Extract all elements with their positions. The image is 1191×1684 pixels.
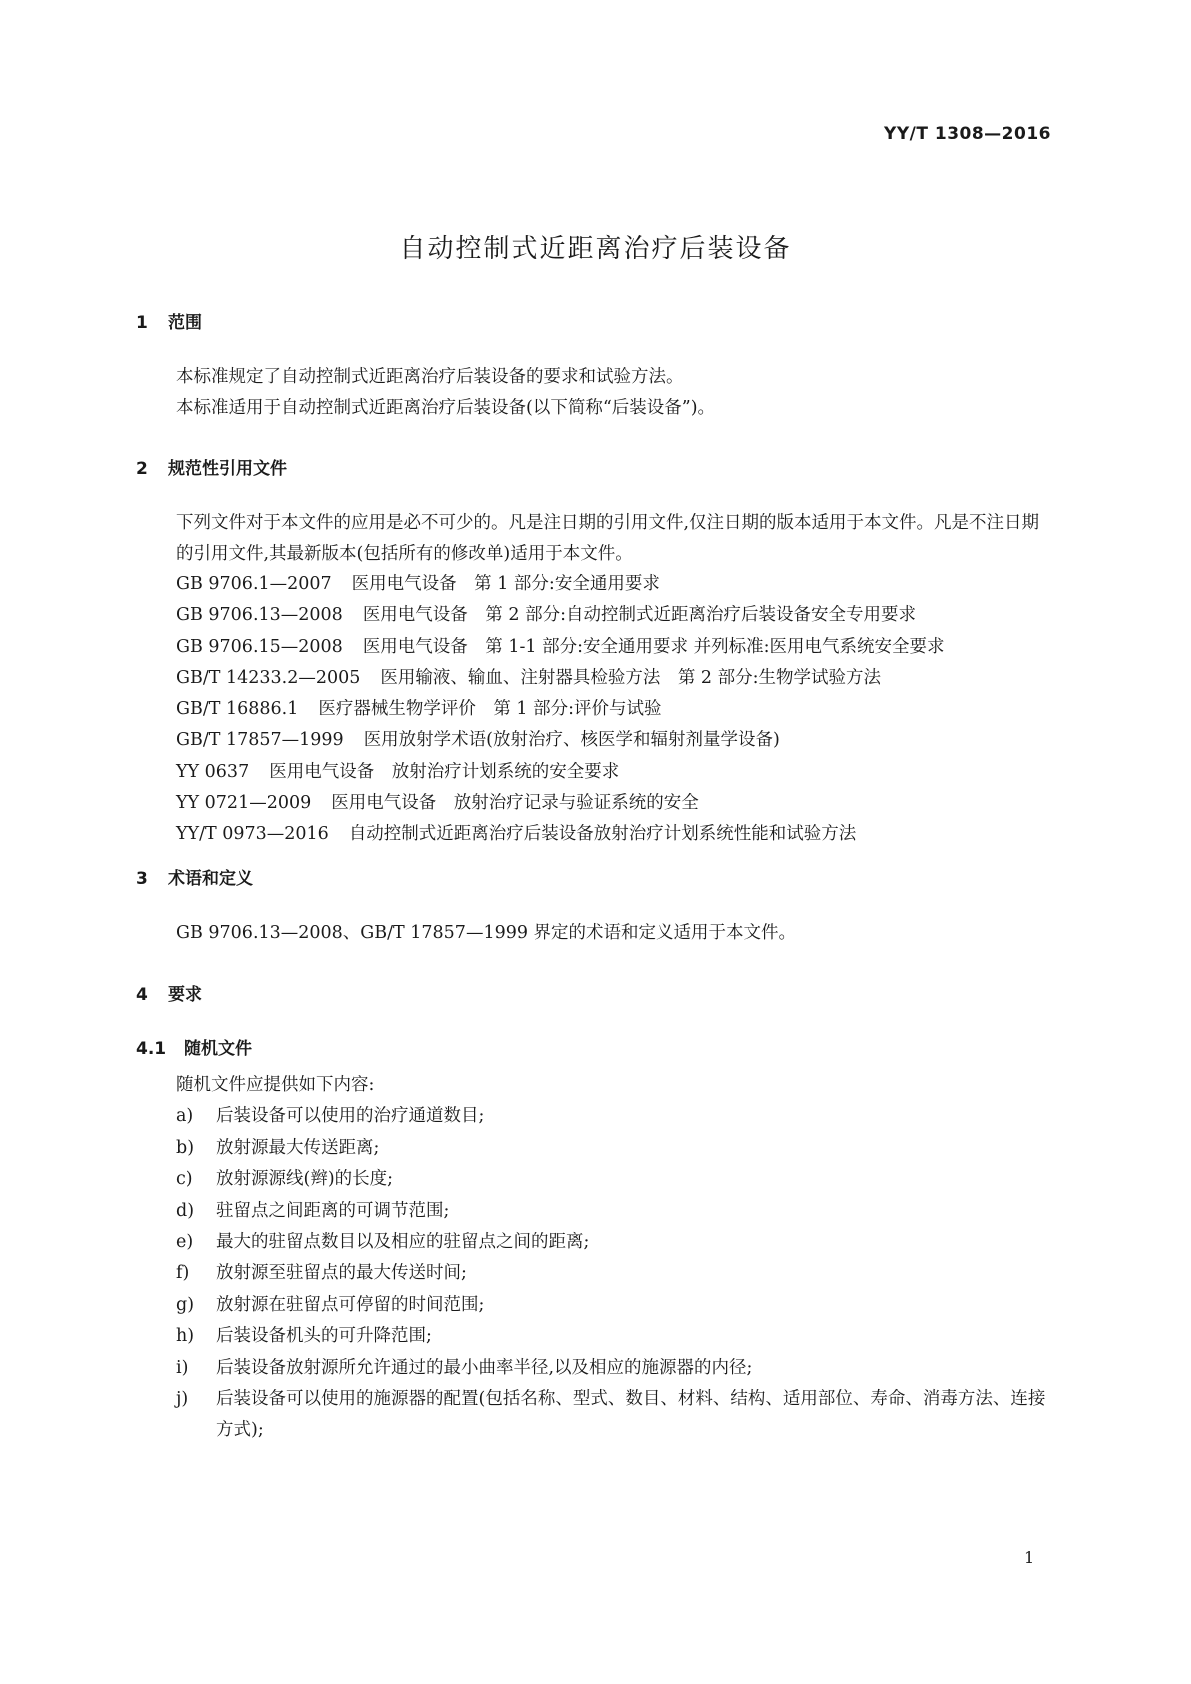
list-text: 放射源源线(辫)的长度; xyxy=(216,1169,394,1190)
list-marker: a) xyxy=(176,1106,194,1127)
reference-title: 医用输液、输血、注射器具检验方法 第 2 部分:生物学试验方法 xyxy=(380,667,882,688)
page-number: 1 xyxy=(1024,1548,1035,1567)
reference-item xyxy=(176,757,1056,788)
list-text: 后装设备机头的可升降范围; xyxy=(216,1326,432,1347)
section-title: 要求 xyxy=(168,985,202,1005)
list-item xyxy=(176,1321,1056,1352)
reference-code: GB/T 17857—1999 xyxy=(176,730,344,751)
list-text: 后装设备可以使用的治疗通道数目; xyxy=(216,1106,485,1127)
list-marker: d) xyxy=(176,1200,195,1221)
reference-code: GB 9706.1—2007 xyxy=(176,574,332,594)
list-marker: h) xyxy=(176,1326,195,1347)
section-4-1-heading xyxy=(136,1034,252,1059)
section-number: 3 xyxy=(136,869,148,889)
reference-item xyxy=(176,663,1056,694)
list-marker: c) xyxy=(176,1169,193,1190)
list-item xyxy=(176,1196,1056,1227)
reference-code: GB 9706.15—2008 xyxy=(176,636,343,657)
section-number: 1 xyxy=(136,313,148,333)
reference-item xyxy=(176,600,1056,631)
list-item xyxy=(176,1290,1056,1321)
section-title: 随机文件 xyxy=(184,1039,252,1059)
reference-title: 自动控制式近距离治疗后装设备放射治疗计划系统性能和试验方法 xyxy=(348,824,857,845)
reference-code: GB/T 16886.1 xyxy=(176,699,299,720)
list-intro: 随机文件应提供如下内容: xyxy=(176,1075,375,1095)
list-item xyxy=(176,1258,1056,1289)
list-item xyxy=(176,1101,1056,1132)
section-number: 2 xyxy=(136,459,148,479)
section-title: 术语和定义 xyxy=(168,869,253,889)
reference-title: 医疗器械生物学评价 第 1 部分:评价与试验 xyxy=(318,699,662,720)
paragraph: GB 9706.13—2008、GB/T 17857—1999 界定的术语和定义适用于本文件。 xyxy=(176,923,797,943)
section-2-intro xyxy=(136,508,1056,570)
reference-code: YY 0721—2009 xyxy=(176,793,312,814)
section-title: 范围 xyxy=(168,313,202,333)
section-4-heading xyxy=(136,980,202,1005)
requirements-list xyxy=(176,1070,1056,1447)
section-1-body xyxy=(136,362,1056,424)
reference-code: GB/T 14233.2—2005 xyxy=(176,667,361,688)
reference-title: 医用电气设备 放射治疗记录与验证系统的安全 xyxy=(331,793,699,814)
reference-title: 医用放射学术语(放射治疗、核医学和辐射剂量学设备) xyxy=(363,730,780,751)
reference-item xyxy=(176,569,1056,600)
list-marker: i) xyxy=(176,1357,189,1378)
paragraph: 本标准适用于自动控制式近距离治疗后装设备(以下简称“后装设备”)。 xyxy=(176,398,716,418)
reference-item xyxy=(176,632,1056,663)
section-number: 4.1 xyxy=(136,1039,167,1059)
section-title: 规范性引用文件 xyxy=(168,459,287,479)
list-text: 最大的驻留点数目以及相应的驻留点之间的距离; xyxy=(216,1232,590,1253)
list-text: 放射源在驻留点可停留的时间范围; xyxy=(216,1294,485,1315)
reference-item xyxy=(176,819,1056,850)
section-number: 4 xyxy=(136,985,148,1005)
section-3-heading xyxy=(136,864,253,889)
reference-list xyxy=(176,569,1056,851)
reference-title: 医用电气设备 第 1-1 部分:安全通用要求 并列标准:医用电气系统安全要求 xyxy=(362,636,945,657)
list-marker: g) xyxy=(176,1294,195,1315)
reference-title: 医用电气设备 放射治疗计划系统的安全要求 xyxy=(269,761,620,782)
standard-code: YY/T 1308—2016 xyxy=(884,124,1051,144)
reference-code: YY 0637 xyxy=(176,761,250,782)
reference-code: GB 9706.13—2008 xyxy=(176,605,343,626)
list-marker: f) xyxy=(176,1263,190,1284)
section-3-body xyxy=(136,918,1056,949)
list-item xyxy=(176,1164,1056,1195)
reference-code: YY/T 0973—2016 xyxy=(176,824,329,845)
reference-item xyxy=(176,694,1056,725)
reference-title: 医用电气设备 第 2 部分:自动控制式近距离治疗后装设备安全专用要求 xyxy=(362,605,916,626)
list-marker: b) xyxy=(176,1137,195,1158)
list-text: 后装设备放射源所允许通过的最小曲率半径,以及相应的施源器的内径; xyxy=(216,1357,753,1378)
section-1-heading xyxy=(136,308,202,333)
list-item xyxy=(176,1384,1056,1447)
list-item xyxy=(176,1227,1056,1258)
list-text: 放射源至驻留点的最大传送时间; xyxy=(216,1263,467,1284)
list-item xyxy=(176,1353,1056,1384)
paragraph: 下列文件对于本文件的应用是必不可少的。凡是注日期的引用文件,仅注日期的版本适用于本文件。凡是不注日期的引用文件,其最新版本(包括所有的修改单)适用于本文件。 xyxy=(176,513,1040,564)
document-title: 自动控制式近距离治疗后装设备 xyxy=(399,234,792,264)
reference-title: 医用电气设备 第 1 部分:安全通用要求 xyxy=(351,574,660,594)
list-text: 后装设备可以使用的施源器的配置(包括名称、型式、数目、材料、结构、适用部位、寿命、消毒方法、连接方式); xyxy=(216,1389,1046,1441)
list-item xyxy=(176,1133,1056,1164)
list-marker: j) xyxy=(176,1389,189,1410)
reference-item xyxy=(176,725,1056,756)
list-text: 放射源最大传送距离; xyxy=(216,1137,380,1158)
section-2-heading xyxy=(136,454,287,479)
list-text: 驻留点之间距离的可调节范围; xyxy=(216,1200,450,1221)
reference-item xyxy=(176,788,1056,819)
paragraph: 本标准规定了自动控制式近距离治疗后装设备的要求和试验方法。 xyxy=(176,367,684,387)
list-marker: e) xyxy=(176,1232,194,1253)
